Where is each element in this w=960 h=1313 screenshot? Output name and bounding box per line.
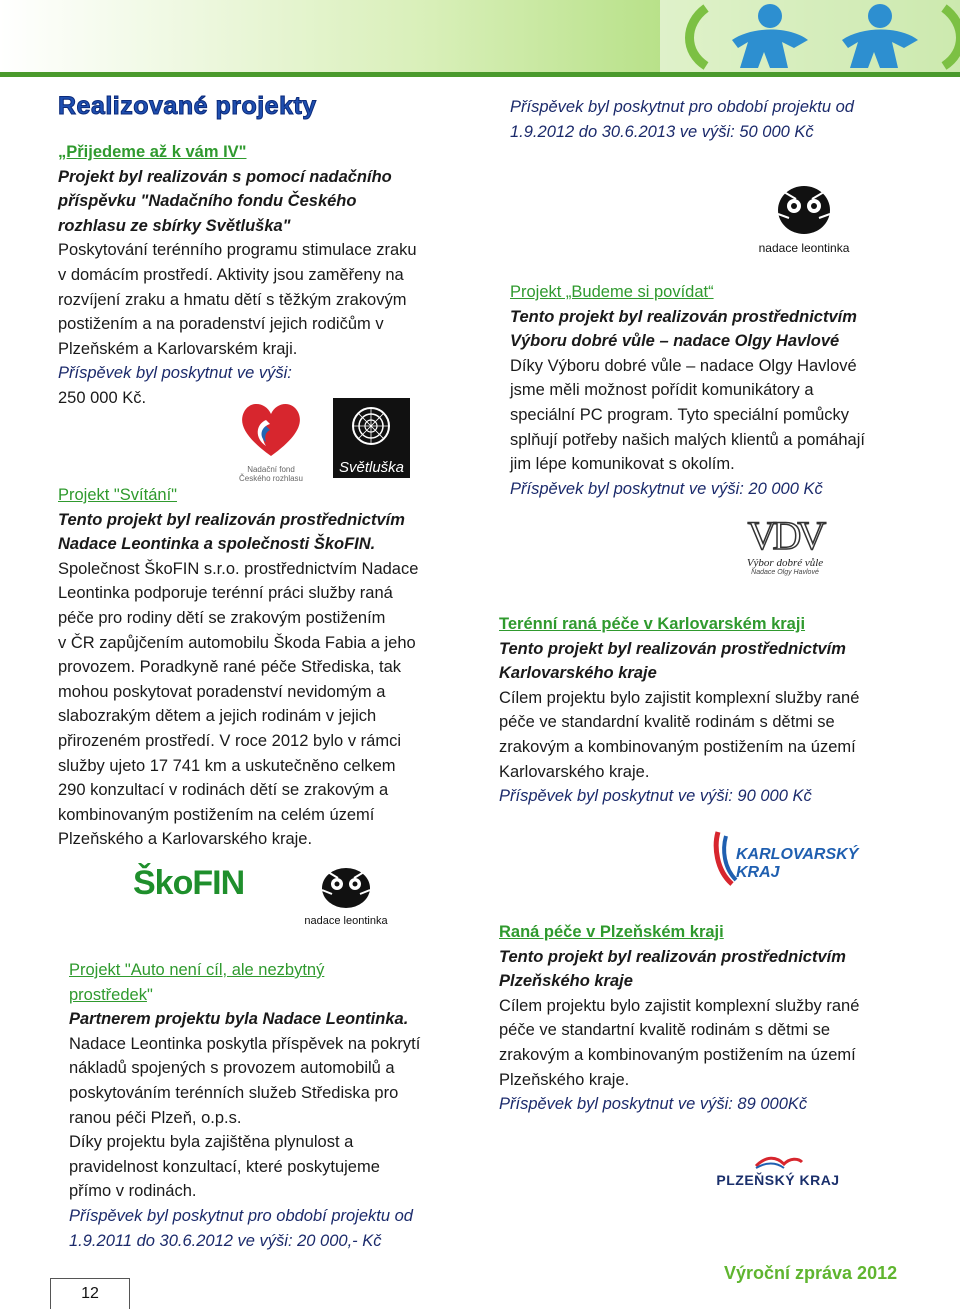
contribution-line: 1.9.2011 do 30.6.2012 ve výši: 20 000,- Kč	[69, 1231, 382, 1250]
body-line: přirozeném prostředí. V roce 2012 bylo v rámci	[58, 731, 401, 750]
leontinka-wordmark: nadace leontinka	[304, 915, 388, 927]
body-line: Plzeňského a Karlovarského kraje.	[58, 830, 313, 849]
right-top-contribution	[510, 95, 930, 144]
project-terenni-rana-pece	[499, 612, 929, 809]
project-title-link[interactable]: Projekt "Svítání"	[58, 486, 178, 504]
logo-caption: Českého rozhlasu	[238, 474, 304, 483]
project-auto	[69, 958, 469, 1253]
organization-logo-icon	[660, 0, 960, 72]
project-title-link[interactable]: prostředek	[69, 985, 147, 1004]
vdv-mark: VDV	[747, 513, 823, 558]
project-funding-line: Výboru dobré vůle – nadace Olgy Havlové	[510, 332, 840, 351]
nadacni-fond-cr-logo	[236, 398, 306, 484]
project-funding-line: Projekt byl realizován s pomocí nadačního	[58, 167, 392, 186]
pk-wordmark: PLZEŇSKÝ KRAJ	[716, 1172, 840, 1188]
pk-waves-icon	[754, 1154, 804, 1170]
body-line: jim lépe komunikovat s okolím.	[510, 455, 735, 474]
body-line: Poskytování terénního programu stimulace zraku	[58, 241, 417, 260]
plzensky-kraj-logo	[710, 1150, 846, 1196]
report-title: Výroční zpráva 2012	[724, 1263, 898, 1283]
project-funding-line: příspěvku "Nadačního fondu Českého	[58, 192, 357, 211]
page-number: 12	[50, 1278, 130, 1309]
body-line: provozem. Poradkyně rané péče Střediska, tak	[58, 658, 402, 677]
body-line: Cílem projektu bylo zajistit komplexní služby rané	[499, 996, 860, 1015]
leontinka-logo	[752, 182, 856, 255]
body-line: mohou poskytovat poradenství nevidomým a	[58, 682, 386, 701]
svetluska-logo	[333, 398, 410, 478]
body-line: v domácím prostředí. Aktivity jsou zaměřeny na	[58, 265, 404, 284]
body-line: Společnost ŠkoFIN s.r.o. prostřednictvím Nadace	[58, 559, 419, 578]
body-line: rozvíjení zraku a hmatu dětí s těžkým zrakovým	[58, 290, 407, 309]
title-quote: "	[146, 985, 153, 1004]
project-title-link[interactable]: Projekt „Budeme si povídat“	[510, 283, 714, 301]
body-line: Leontinka podporuje terénní práci služby raná	[58, 584, 393, 603]
project-funding-line: Plzeňského kraje	[499, 972, 633, 991]
body-line: Díky Výboru dobré vůle – nadace Olgy Havlové	[510, 356, 857, 375]
leontinka-logo	[298, 864, 394, 926]
body-line: postižením a na poradenství jejich rodičům v	[58, 315, 384, 334]
karlovarsky-kraj-logo	[712, 830, 857, 888]
contribution-line: Příspěvek byl poskytnut ve výši: 89 000Kč	[499, 1095, 808, 1114]
body-line: Nadace Leontinka poskytla příspěvek na pokrytí	[69, 1034, 421, 1053]
body-line: nákladů spojených s provozem automobilů a	[69, 1059, 395, 1078]
body-line: ranou péči Plzeň, o.p.s.	[69, 1108, 242, 1127]
body-line: kombinovaným postižením na celém území	[58, 805, 375, 824]
project-funding-line: Karlovarského kraje	[499, 664, 657, 683]
heart-logo-icon	[236, 398, 306, 460]
body-line: pravidelnost konzultací, které poskytujeme	[69, 1157, 380, 1176]
vdv-subcaption: Nadace Olgy Havlové	[751, 569, 819, 576]
vybor-dobre-vule-logo	[740, 515, 830, 587]
body-line: slabozrakým dětem a jejich rodinám v jejich	[58, 707, 377, 726]
leontinka-face-icon	[298, 864, 394, 910]
project-title-link[interactable]: Projekt "Auto není cíl, ale nezbytný	[69, 961, 325, 979]
swirl-logo-icon	[333, 398, 410, 454]
project-funding-line: Tento projekt byl realizován prostřednictvím	[510, 307, 857, 326]
project-funding-line: Tento projekt byl realizován prostřednictvím	[499, 947, 846, 966]
skofin-logo: ŠkoFIN	[133, 864, 245, 902]
body-line: Plzeňském a Karlovarském kraji.	[58, 339, 298, 358]
body-line: péče ve standartní kvalitě rodinám s dětmi se	[499, 1021, 831, 1040]
body-line: Plzeňského kraje.	[499, 1070, 630, 1089]
header-banner	[0, 0, 960, 80]
body-line: přímo v rodinách.	[69, 1182, 197, 1201]
body-line: v ČR zapůjčením automobilu Škoda Fabia a jeho	[58, 633, 416, 652]
body-line: 290 konzultací v rodinách dětí se zrakovým a	[58, 781, 389, 800]
leontinka-wordmark: nadace leontinka	[758, 241, 850, 255]
contribution-line: Příspěvek byl poskytnut pro období projektu od	[69, 1206, 413, 1225]
kk-line2: KRAJ	[736, 864, 780, 881]
project-title-link[interactable]: Terénní raná péče v Karlovarském kraji	[499, 615, 806, 633]
body-line: Karlovarského kraje.	[499, 762, 650, 781]
project-prijedeme	[58, 140, 458, 411]
project-rana-pece-plzen	[499, 920, 929, 1117]
body-line: péče pro rodiny dětí se zrakovým postižením	[58, 608, 386, 627]
project-title-link[interactable]: „Přijedeme až k vám IV"	[58, 143, 247, 161]
body-line: zrakovým a kombinovaným postižením na území	[499, 737, 856, 756]
leontinka-face-icon	[752, 182, 856, 236]
project-funding-line: Tento projekt byl realizován prostřednictvím	[499, 639, 846, 658]
project-funding-line: rozhlasu ze sbírky Světluška"	[58, 216, 291, 235]
contribution-line: 1.9.2012 do 30.6.2013 ve výši: 50 000 Kč	[510, 122, 814, 141]
project-svitani	[58, 483, 468, 852]
contribution-label: Příspěvek byl poskytnut ve výši:	[58, 364, 292, 383]
contribution-line: Příspěvek byl poskytnut pro období projektu od	[510, 98, 854, 116]
vdv-caption: Výbor dobré vůle	[746, 557, 824, 569]
project-budeme-si-povidat	[510, 280, 930, 501]
contribution-line: Příspěvek byl poskytnut ve výši: 20 000 Kč	[510, 479, 823, 498]
body-line: péče ve standardní kvalitě rodinám s dětmi se	[499, 713, 835, 732]
body-line: jsme měli možnost pořídit komunikátory a	[510, 381, 814, 400]
contribution-line: Příspěvek byl poskytnut ve výši: 90 000 Kč	[499, 787, 812, 806]
body-line: zrakovým a kombinovaným postižením na území	[499, 1045, 856, 1064]
body-line: Díky projektu byla zajištěna plynulost a	[69, 1133, 354, 1152]
body-line: služby ujeto 17 741 km a uskutečněno celkem	[58, 756, 396, 775]
project-funding-line: Partnerem projektu byla Nadace Leontinka.	[69, 1010, 409, 1029]
project-title-link[interactable]: Raná péče v Plzeňském kraji	[499, 923, 724, 941]
project-funding-line: Tento projekt byl realizován prostřednictvím	[58, 510, 405, 529]
body-line: Cílem projektu bylo zajistit komplexní služby rané	[499, 688, 860, 707]
section-title: Realizované projekty	[58, 92, 317, 120]
svetluska-wordmark: Světluška	[338, 459, 405, 476]
project-title-line2	[69, 983, 469, 1008]
project-funding-line: Nadace Leontinka a společnosti ŠkoFIN.	[58, 535, 376, 554]
contribution-value: 250 000 Kč.	[58, 388, 147, 407]
body-line: splňují potřeby našich malých klientů a pomáhají	[510, 430, 865, 449]
body-line: speciální PC program. Tyto speciální pomůcky	[510, 405, 850, 424]
logo-caption: Nadační fond	[247, 465, 295, 474]
kk-line1: KARLOVARSKÝ	[736, 846, 859, 863]
body-line: poskytováním terénních služeb Střediska pro	[69, 1083, 399, 1102]
